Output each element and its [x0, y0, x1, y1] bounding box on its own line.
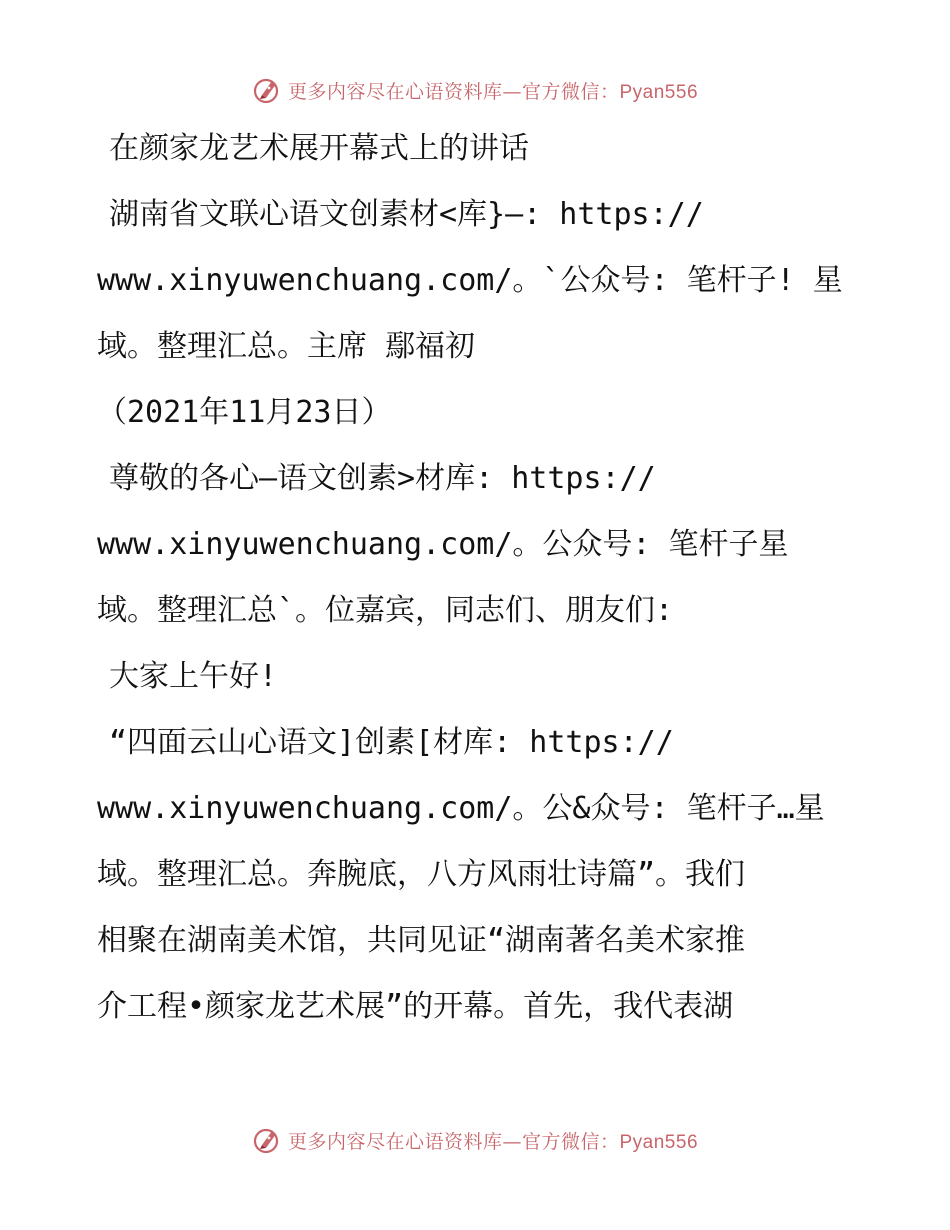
author-line-1: 湖南省文联心语文创素材<库}—: https:// — [109, 197, 704, 232]
author-line-3: 域。整理汇总。主席 鄢福初 — [97, 329, 476, 364]
banner-text: 更多内容尽在心语资料库—官方微信： — [287, 80, 620, 103]
header-banner — [0, 72, 950, 108]
speech-date: （2021年11月23日） — [97, 395, 392, 430]
document-body — [97, 116, 857, 1040]
wechat-id: Pyan556 — [619, 81, 699, 103]
body-line-3: 域。整理汇总。奔腕底，八方风雨壮诗篇”。我们 — [97, 857, 746, 892]
pen-nib-logo-icon — [252, 75, 282, 105]
document-title: 在颜家龙艺术展开幕式上的讲话 — [109, 131, 529, 166]
salutation-line-1: 尊敬的各心—语文创素>材库: https:// — [109, 461, 656, 496]
footer-banner — [0, 1122, 950, 1158]
greeting: 大家上午好! — [109, 659, 278, 694]
pen-nib-logo-icon — [252, 1125, 282, 1155]
salutation-line-3: 域。整理汇总`。位嘉宾，同志们、朋友们: — [97, 593, 674, 628]
wechat-id: Pyan556 — [619, 1131, 699, 1153]
body-line-4: 相聚在湖南美术馆，共同见证“湖南著名美术家推 — [97, 923, 746, 958]
body-line-2: www.xinyuwenchuang.com/。公&众号: 笔杆子…星 — [97, 791, 825, 826]
salutation-line-2: www.xinyuwenchuang.com/。公众号: 笔杆子星 — [97, 527, 789, 562]
body-line-1: “四面云山心语文]创素[材库: https:// — [109, 725, 674, 760]
author-line-2: www.xinyuwenchuang.com/。`公众号: 笔杆子! 星 — [97, 263, 843, 298]
banner-text: 更多内容尽在心语资料库—官方微信： — [287, 1130, 620, 1153]
body-line-5: 介工程•颜家龙艺术展”的开幕。首先，我代表湖 — [97, 989, 734, 1024]
